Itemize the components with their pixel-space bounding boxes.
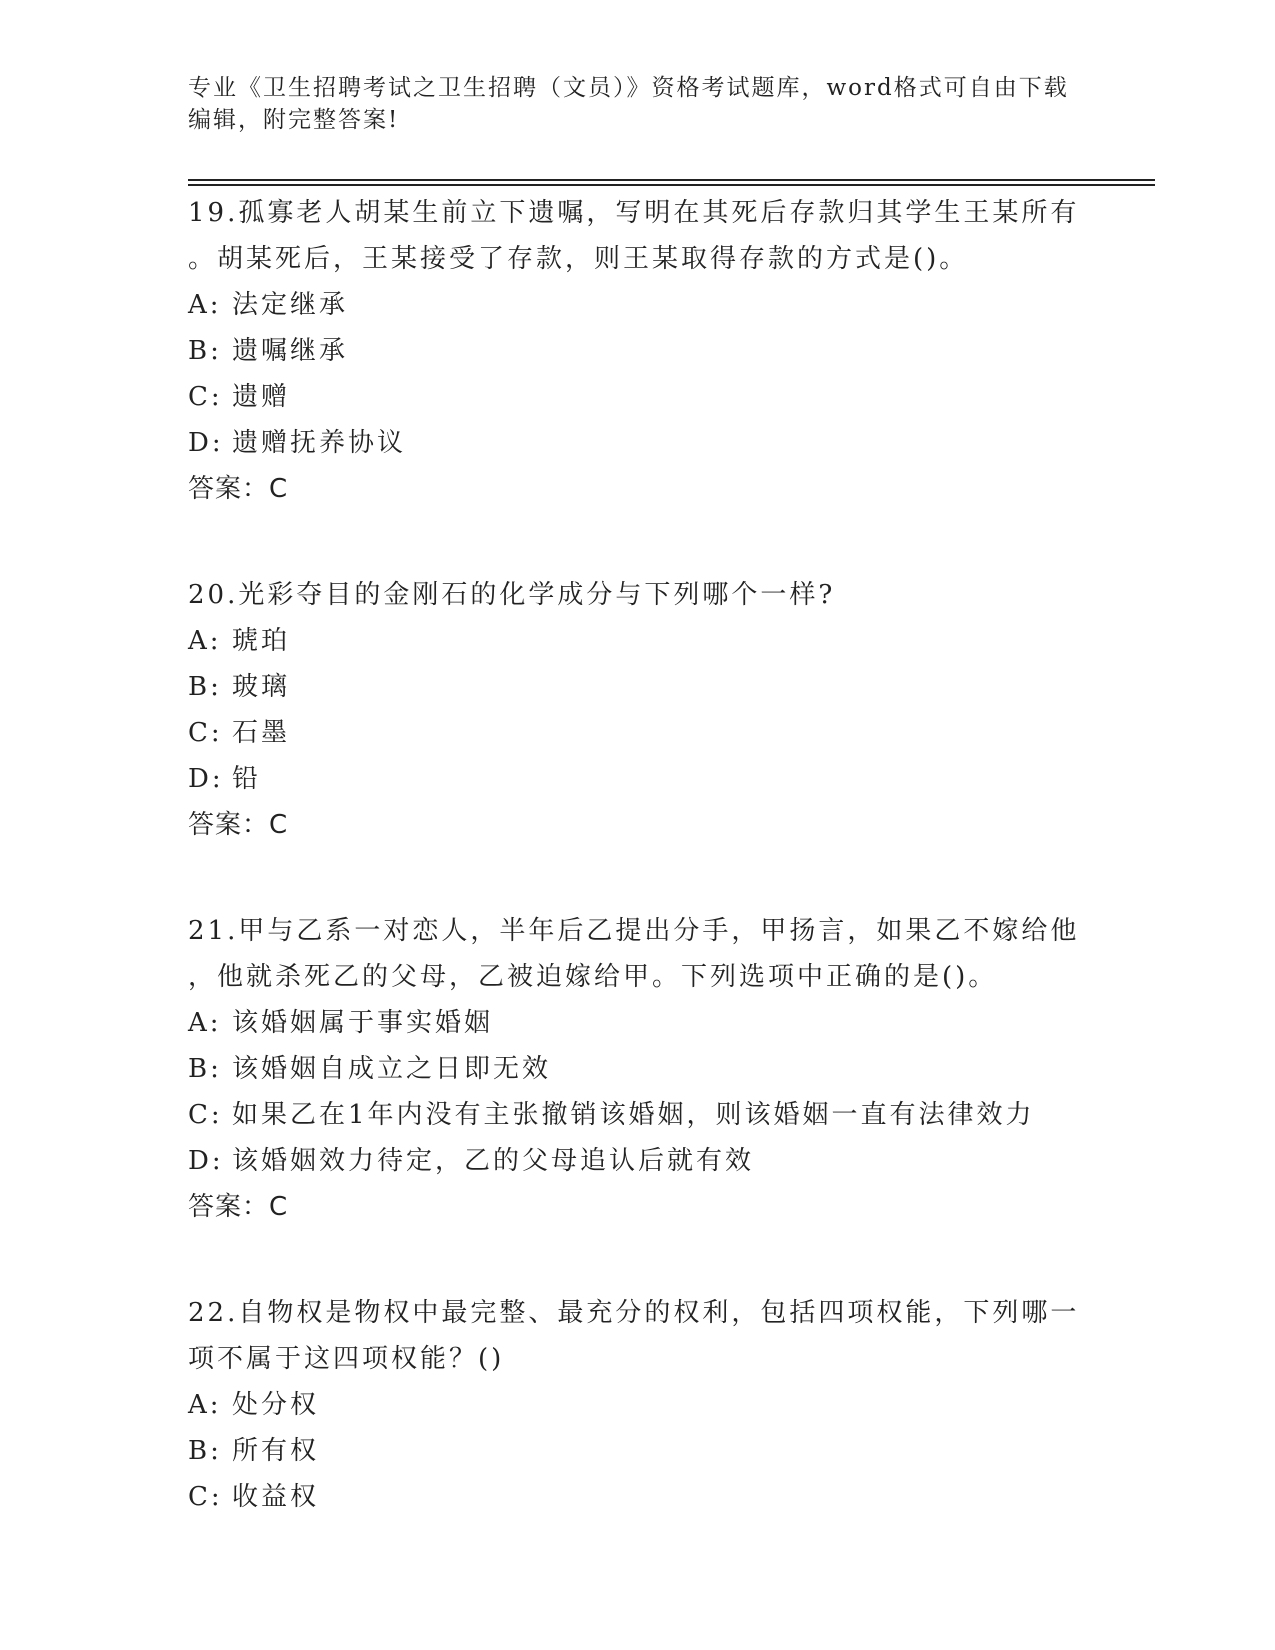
option-letter: C:: [188, 382, 223, 412]
question-stem: [188, 572, 1088, 618]
option-letter: D:: [188, 764, 224, 794]
option-c: [188, 374, 1088, 420]
option-c: [188, 710, 1088, 756]
header-divider-bottom: [188, 184, 1155, 186]
option-a: [188, 1382, 1088, 1428]
question-20: [188, 572, 1088, 848]
option-letter: B:: [188, 1436, 222, 1466]
question-stem-line: ，他就杀死乙的父母，乙被迫嫁给甲。下列选项中正确的是()。: [188, 962, 998, 992]
option-text: 处分权: [232, 1390, 320, 1420]
option-letter: B:: [188, 336, 222, 366]
answer-line: 答案：C: [188, 810, 289, 840]
question-22: [188, 1290, 1088, 1520]
option-letter: C:: [188, 1100, 223, 1130]
option-a: [188, 1000, 1088, 1046]
question-stem-line: 22.自物权是物权中最完整、最充分的权利，包括四项权能，下列哪一: [188, 1298, 1080, 1328]
option-text: 该婚姻属于事实婚姻: [232, 1008, 494, 1038]
option-text: 玻璃: [232, 672, 291, 702]
option-text: 该婚姻效力待定，乙的父母追认后就有效: [232, 1146, 755, 1176]
option-letter: D:: [188, 428, 224, 458]
option-letter: B:: [188, 672, 222, 702]
question-stem-line: 。胡某死后，王某接受了存款，则王某取得存款的方式是()。: [188, 244, 969, 274]
option-d: [188, 1138, 1088, 1184]
option-letter: C:: [188, 718, 223, 748]
option-letter: D:: [188, 1146, 224, 1176]
question-list: [188, 190, 1088, 1580]
question-stem: [188, 190, 1088, 282]
option-text: 石墨: [232, 718, 291, 748]
question-stem: [188, 908, 1088, 1000]
option-letter: C:: [188, 1482, 223, 1512]
option-b: [188, 664, 1088, 710]
option-letter: A:: [188, 1008, 222, 1038]
option-text: 遗嘱继承: [232, 336, 349, 366]
question-stem-line: 19.孤寡老人胡某生前立下遗嘱，写明在其死后存款归其学生王某所有: [188, 198, 1080, 228]
answer-line: 答案：C: [188, 1192, 289, 1222]
option-text: 所有权: [232, 1436, 320, 1466]
question-stem-line: 20.光彩夺目的金刚石的化学成分与下列哪个一样?: [188, 580, 836, 610]
header-line-2: 编辑，附完整答案!: [188, 107, 400, 133]
header-divider-top: [188, 179, 1155, 181]
option-letter: A:: [188, 290, 222, 320]
option-a: [188, 618, 1088, 664]
question-21: [188, 908, 1088, 1230]
option-c: [188, 1092, 1088, 1138]
option-c: [188, 1474, 1088, 1520]
option-text: 遗赠抚养协议: [232, 428, 407, 458]
option-letter: A:: [188, 1390, 222, 1420]
option-letter: B:: [188, 1054, 222, 1084]
option-text: 遗赠: [232, 382, 291, 412]
option-d: [188, 756, 1088, 802]
option-letter: A:: [188, 626, 222, 656]
option-text: 铅: [232, 764, 262, 794]
question-stem: [188, 1290, 1088, 1382]
option-b: [188, 328, 1088, 374]
option-text: 收益权: [232, 1482, 320, 1512]
document-header: [188, 72, 1088, 136]
question-stem-line: 项不属于这四项权能？(): [188, 1344, 505, 1374]
option-b: [188, 1046, 1088, 1092]
option-text: 法定继承: [232, 290, 349, 320]
option-d: [188, 420, 1088, 466]
question-stem-line: 21.甲与乙系一对恋人，半年后乙提出分手，甲扬言，如果乙不嫁给他: [188, 916, 1080, 946]
option-b: [188, 1428, 1088, 1474]
option-text: 如果乙在1年内没有主张撤销该婚姻，则该婚姻一直有法律效力: [232, 1100, 1035, 1130]
option-text: 该婚姻自成立之日即无效: [232, 1054, 552, 1084]
header-line-1: 专业《卫生招聘考试之卫生招聘（文员）》资格考试题库，word格式可自由下载: [188, 75, 1069, 101]
option-a: [188, 282, 1088, 328]
answer-line: 答案：C: [188, 474, 289, 504]
option-text: 琥珀: [232, 626, 291, 656]
question-19: [188, 190, 1088, 512]
